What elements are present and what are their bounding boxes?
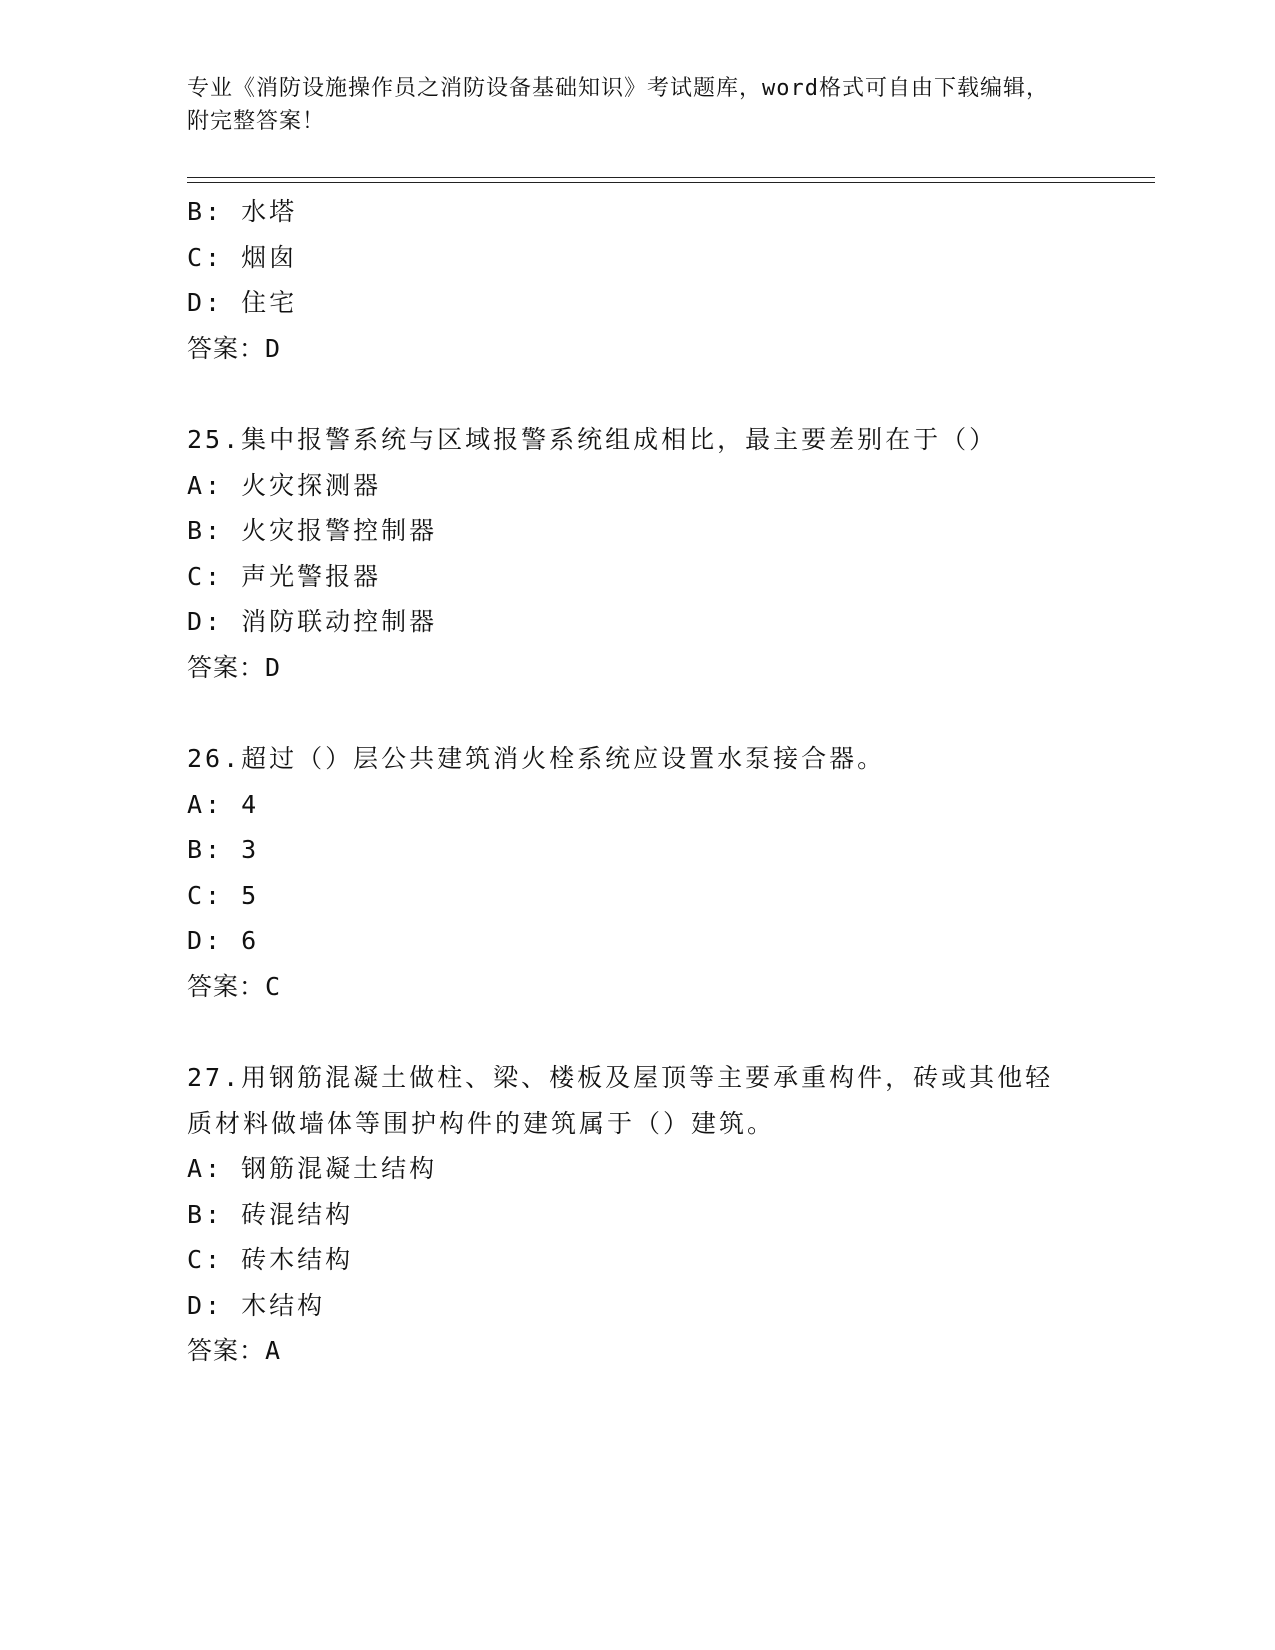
- option-b: B: 水塔: [187, 197, 298, 226]
- answer-line: 答案：C: [187, 971, 282, 1001]
- question-27: [187, 1055, 1087, 1374]
- question-26: [187, 736, 1087, 1009]
- question-stem-line-1: 27.用钢筋混凝土做柱、梁、楼板及屋顶等主要承重构件，砖或其他轻: [187, 1063, 1054, 1092]
- option-d: D: 6: [187, 926, 260, 955]
- question-list: [187, 189, 1087, 1374]
- answer-line: 答案：D: [187, 652, 282, 682]
- header-rule-bottom: [187, 182, 1155, 183]
- option-b: B: 3: [187, 835, 260, 864]
- answer-line: 答案：A: [187, 1336, 282, 1365]
- option-c: C: 烟囱: [187, 242, 298, 272]
- answer-line: 答案：D: [187, 333, 282, 363]
- option-d: D: 木结构: [187, 1290, 326, 1320]
- header-rule-top: [187, 177, 1155, 178]
- option-a: A: 火灾探测器: [187, 470, 382, 500]
- option-c: C: 5: [187, 880, 260, 910]
- question-24-continued: [187, 189, 1087, 371]
- question-stem: 26.超过（）层公共建筑消火栓系统应设置水泵接合器。: [187, 744, 886, 773]
- question-25: [187, 417, 1087, 690]
- option-a: A: 4: [187, 789, 260, 819]
- option-b: B: 砖混结构: [187, 1199, 354, 1229]
- option-c: C: 砖木结构: [187, 1245, 354, 1274]
- option-c: C: 声光警报器: [187, 561, 382, 591]
- document-header: 专业《消防设施操作员之消防设备基础知识》考试题库，word格式可自由下载编辑，附完整答案！: [187, 76, 1049, 134]
- question-stem-line-2: 质材料做墙体等围护构件的建筑属于（）建筑。: [187, 1108, 776, 1138]
- option-a: A: 钢筋混凝土结构: [187, 1154, 438, 1183]
- question-stem: 25.集中报警系统与区域报警系统组成相比，最主要差别在于（）: [187, 425, 998, 454]
- option-b: B: 火灾报警控制器: [187, 516, 438, 545]
- option-d: D: 消防联动控制器: [187, 607, 438, 636]
- option-d: D: 住宅: [187, 288, 298, 317]
